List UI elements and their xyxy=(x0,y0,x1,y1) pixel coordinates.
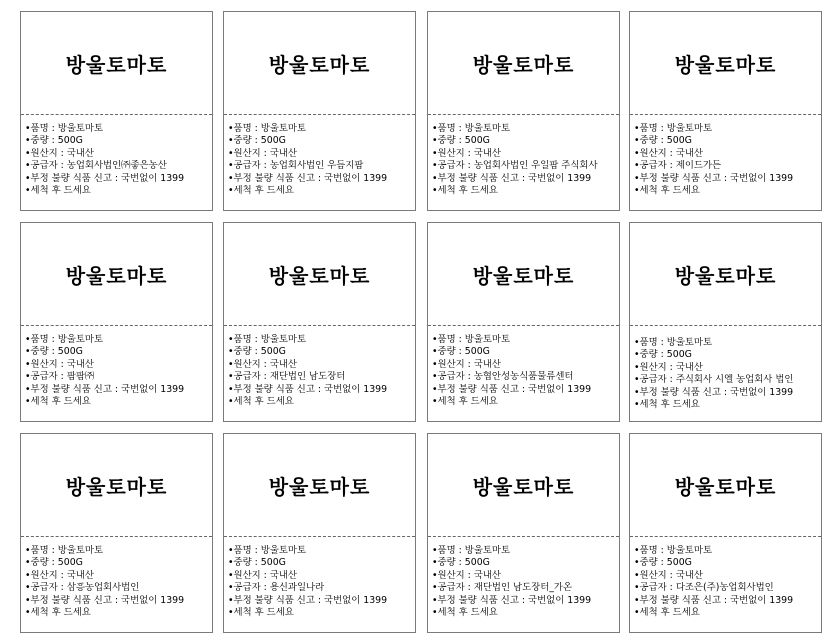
label-title: 방울토마토 xyxy=(65,475,168,499)
label-info-list xyxy=(634,337,819,411)
info-line-report: •부정 불량 식품 신고 : 국번없이 1399 xyxy=(432,383,592,395)
info-line-origin: •원산지 : 국내산 xyxy=(25,358,94,370)
label-info-list xyxy=(25,123,210,197)
dashed-divider xyxy=(630,114,821,115)
info-line-wash: •세척 후 드세요 xyxy=(228,396,294,408)
info-line-origin: •원산지 : 국내산 xyxy=(432,569,501,581)
info-line-origin: •원산지 : 국내산 xyxy=(228,569,297,581)
product-label xyxy=(629,433,822,633)
label-info-list xyxy=(25,545,210,619)
info-line-weight: •중량 : 500G xyxy=(634,349,692,361)
info-line-supplier: •공급자 : 재단법인 남도장터_가온 xyxy=(432,582,573,594)
label-info-list xyxy=(432,123,617,197)
info-line-wash: •세척 후 드세요 xyxy=(634,607,700,619)
label-title: 방울토마토 xyxy=(268,264,371,288)
info-line-origin: •원산지 : 국내산 xyxy=(634,569,703,581)
info-line-report: •부정 불량 식품 신고 : 국번없이 1399 xyxy=(432,172,592,184)
info-line-weight: •중량 : 500G xyxy=(228,557,286,569)
info-line-supplier: •공급자 : 재단법인 남도장터 xyxy=(228,371,346,383)
label-title: 방울토마토 xyxy=(674,475,777,499)
info-line-wash: •세척 후 드세요 xyxy=(634,399,700,411)
label-info-list xyxy=(634,545,819,619)
info-line-report: •부정 불량 식품 신고 : 국번없이 1399 xyxy=(25,172,185,184)
dashed-divider xyxy=(428,114,619,115)
product-label xyxy=(629,222,822,422)
info-line-origin: •원산지 : 국내산 xyxy=(25,147,94,159)
info-line-weight: •중량 : 500G xyxy=(432,135,490,147)
info-line-weight: •중량 : 500G xyxy=(432,346,490,358)
product-label xyxy=(223,11,416,211)
label-info-list xyxy=(228,334,413,408)
label-info-list xyxy=(228,545,413,619)
dashed-divider xyxy=(224,114,415,115)
label-title: 방울토마토 xyxy=(65,53,168,77)
product-label xyxy=(20,11,213,211)
info-line-wash: •세척 후 드세요 xyxy=(25,396,91,408)
label-info-list xyxy=(228,123,413,197)
info-line-product-name: •품명 : 방울토마토 xyxy=(634,545,713,556)
info-line-report: •부정 불량 식품 신고 : 국번없이 1399 xyxy=(228,594,388,606)
info-line-supplier: •공급자 : 다조은(주)농업회사법인 xyxy=(634,582,774,594)
info-line-product-name: •품명 : 방울토마토 xyxy=(228,334,307,345)
info-line-wash: •세척 후 드세요 xyxy=(432,396,498,408)
info-line-wash: •세척 후 드세요 xyxy=(432,607,498,619)
label-title: 방울토마토 xyxy=(674,53,777,77)
label-title: 방울토마토 xyxy=(472,53,575,77)
info-line-report: •부정 불량 식품 신고 : 국번없이 1399 xyxy=(634,594,794,606)
label-info-list xyxy=(432,334,617,408)
info-line-product-name: •품명 : 방울토마토 xyxy=(25,123,104,134)
info-line-supplier: •공급자 : 용신과일나라 xyxy=(228,582,325,594)
info-line-product-name: •품명 : 방울토마토 xyxy=(432,334,511,345)
dashed-divider xyxy=(224,325,415,326)
info-line-weight: •중량 : 500G xyxy=(25,135,83,147)
info-line-origin: •원산지 : 국내산 xyxy=(228,358,297,370)
info-line-supplier: •공급자 : 농업회사법인㈜좋은농산 xyxy=(25,160,167,172)
info-line-product-name: •품명 : 방울토마토 xyxy=(634,123,713,134)
product-label xyxy=(427,11,620,211)
label-info-list xyxy=(634,123,819,197)
info-line-product-name: •품명 : 방울토마토 xyxy=(634,337,713,348)
info-line-supplier: •공급자 : 팜팜㈜ xyxy=(25,371,95,383)
product-label xyxy=(20,433,213,633)
dashed-divider xyxy=(630,325,821,326)
label-title: 방울토마토 xyxy=(472,475,575,499)
info-line-report: •부정 불량 식품 신고 : 국번없이 1399 xyxy=(228,383,388,395)
product-label xyxy=(223,433,416,633)
dashed-divider xyxy=(21,325,212,326)
info-line-report: •부정 불량 식품 신고 : 국번없이 1399 xyxy=(25,594,185,606)
info-line-supplier: •공급자 : 농협안성농식품물류센터 xyxy=(432,371,574,383)
info-line-wash: •세척 후 드세요 xyxy=(228,607,294,619)
info-line-weight: •중량 : 500G xyxy=(25,346,83,358)
info-line-weight: •중량 : 500G xyxy=(25,557,83,569)
info-line-origin: •원산지 : 국내산 xyxy=(228,147,297,159)
product-label xyxy=(223,222,416,422)
dashed-divider xyxy=(630,536,821,537)
label-title: 방울토마토 xyxy=(268,53,371,77)
product-label xyxy=(427,222,620,422)
info-line-weight: •중량 : 500G xyxy=(228,135,286,147)
dashed-divider xyxy=(224,536,415,537)
info-line-report: •부정 불량 식품 신고 : 국번없이 1399 xyxy=(634,172,794,184)
label-title: 방울토마토 xyxy=(674,264,777,288)
info-line-weight: •중량 : 500G xyxy=(634,135,692,147)
product-label xyxy=(20,222,213,422)
info-line-supplier: •공급자 : 농업회사법인 우일팜 주식회사 xyxy=(432,160,598,172)
dashed-divider xyxy=(428,325,619,326)
info-line-origin: •원산지 : 국내산 xyxy=(432,358,501,370)
dashed-divider xyxy=(21,114,212,115)
info-line-weight: •중량 : 500G xyxy=(634,557,692,569)
info-line-product-name: •품명 : 방울토마토 xyxy=(228,545,307,556)
info-line-wash: •세척 후 드세요 xyxy=(228,185,294,197)
info-line-product-name: •품명 : 방울토마토 xyxy=(432,123,511,134)
info-line-supplier: •공급자 : 제이드가든 xyxy=(634,160,722,172)
info-line-supplier: •공급자 : 농업회사법인 우듬지팜 xyxy=(228,160,364,172)
info-line-weight: •중량 : 500G xyxy=(228,346,286,358)
info-line-report: •부정 불량 식품 신고 : 국번없이 1399 xyxy=(25,383,185,395)
info-line-product-name: •품명 : 방울토마토 xyxy=(25,545,104,556)
info-line-report: •부정 불량 식품 신고 : 국번없이 1399 xyxy=(634,386,794,398)
info-line-origin: •원산지 : 국내산 xyxy=(634,361,703,373)
label-title: 방울토마토 xyxy=(65,264,168,288)
info-line-product-name: •품명 : 방울토마토 xyxy=(25,334,104,345)
label-title: 방울토마토 xyxy=(268,475,371,499)
product-label xyxy=(427,433,620,633)
info-line-origin: •원산지 : 국내산 xyxy=(634,147,703,159)
dashed-divider xyxy=(21,536,212,537)
label-title: 방울토마토 xyxy=(472,264,575,288)
info-line-weight: •중량 : 500G xyxy=(432,557,490,569)
info-line-report: •부정 불량 식품 신고 : 국번없이 1399 xyxy=(228,172,388,184)
info-line-wash: •세척 후 드세요 xyxy=(634,185,700,197)
info-line-wash: •세척 후 드세요 xyxy=(25,607,91,619)
info-line-wash: •세척 후 드세요 xyxy=(432,185,498,197)
info-line-wash: •세척 후 드세요 xyxy=(25,185,91,197)
label-info-list xyxy=(432,545,617,619)
product-label xyxy=(629,11,822,211)
info-line-report: •부정 불량 식품 신고 : 국번없이 1399 xyxy=(432,594,592,606)
info-line-origin: •원산지 : 국내산 xyxy=(25,569,94,581)
info-line-product-name: •품명 : 방울토마토 xyxy=(228,123,307,134)
info-line-product-name: •품명 : 방울토마토 xyxy=(432,545,511,556)
info-line-origin: •원산지 : 국내산 xyxy=(432,147,501,159)
dashed-divider xyxy=(428,536,619,537)
info-line-supplier: •공급자 : 주식회사 시엘 농업회사 법인 xyxy=(634,374,794,386)
label-info-list xyxy=(25,334,210,408)
info-line-supplier: •공급자 : 삼흥농업회사법인 xyxy=(25,582,140,594)
